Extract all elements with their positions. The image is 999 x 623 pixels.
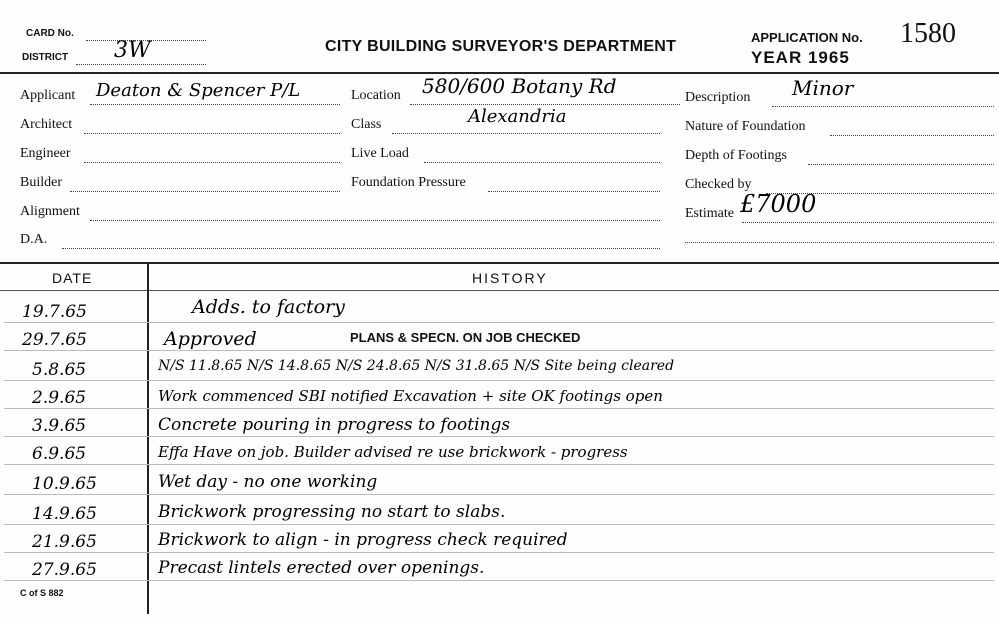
checked-by-label: Checked by [685, 177, 752, 192]
row-date: 2.9.65 [32, 388, 87, 408]
location-value-2: Alexandria [468, 106, 567, 127]
history-column-header: HISTORY [472, 270, 548, 286]
table-header-rule [0, 290, 999, 291]
location-value: 580/600 Botany Rd [422, 74, 617, 98]
row-date: 27.9.65 [32, 560, 97, 580]
builder-label: Builder [20, 175, 62, 190]
date-column-header: DATE [52, 270, 93, 286]
row-history: Brickwork progressing no start to slabs. [158, 502, 506, 522]
class-label: Class [351, 117, 382, 132]
location-label: Location [351, 88, 401, 103]
estimate-label: Estimate [685, 206, 734, 221]
architect-label: Architect [20, 117, 73, 132]
description-value: Minor [792, 76, 854, 100]
row-history: Approved [164, 328, 257, 350]
row-history: Brickwork to align - in progress check required [158, 530, 568, 550]
row-history: Concrete pouring in progress to footings [158, 415, 511, 435]
row-date: 21.9.65 [32, 532, 97, 552]
row-date: 19.7.65 [22, 302, 87, 322]
description-label: Description [685, 90, 751, 105]
alignment-label: Alignment [20, 204, 80, 219]
row-history: Effa Have on job. Builder advised re use brickwork - progress [158, 443, 628, 461]
estimate-value: £7000 [740, 190, 817, 218]
row-date: 10.9.65 [32, 474, 97, 494]
district-line [76, 64, 206, 65]
row-history: Work commenced SBI notified Excavation + site OK footings open [158, 387, 663, 405]
department-title: CITY BUILDING SURVEYOR'S DEPARTMENT [325, 38, 677, 55]
row-history: Adds. to factory [192, 296, 345, 318]
card-no-label: CARD No. [26, 28, 74, 39]
row-history: N/S 11.8.65 N/S 14.8.65 N/S 24.8.65 N/S 31.8.65 N/S Site being cleared [158, 358, 675, 374]
application-label: APPLICATION No. [751, 30, 863, 45]
row-history: Wet day - no one working [158, 472, 378, 492]
row-date: 5.8.65 [32, 360, 87, 380]
district-label: DISTRICT [22, 52, 69, 63]
table-column-divider [147, 264, 149, 614]
row-date: 29.7.65 [22, 330, 87, 350]
district-value: 3W [114, 38, 151, 63]
application-number: 1580 [900, 18, 956, 49]
form-code: C of S 882 [20, 588, 64, 598]
row-date: 3.9.65 [32, 416, 87, 436]
applicant-label: Applicant [20, 88, 76, 103]
foundation-pressure-label: Foundation Pressure [351, 175, 466, 190]
nature-of-foundation-label: Nature of Foundation [685, 119, 806, 134]
row-date: 14.9.65 [32, 504, 97, 524]
row-history: Precast lintels erected over openings. [158, 558, 485, 578]
table-top-rule [0, 262, 999, 264]
live-load-label: Live Load [351, 146, 409, 161]
year-label: YEAR 1965 [751, 48, 850, 67]
row-date: 6.9.65 [32, 444, 87, 464]
engineer-label: Engineer [20, 146, 71, 161]
plans-checked-stamp: PLANS & SPECN. ON JOB CHECKED [350, 330, 581, 345]
da-label: D.A. [20, 232, 48, 247]
depth-of-footings-label: Depth of Footings [685, 148, 787, 163]
applicant-value: Deaton & Spencer P/L [96, 80, 301, 101]
